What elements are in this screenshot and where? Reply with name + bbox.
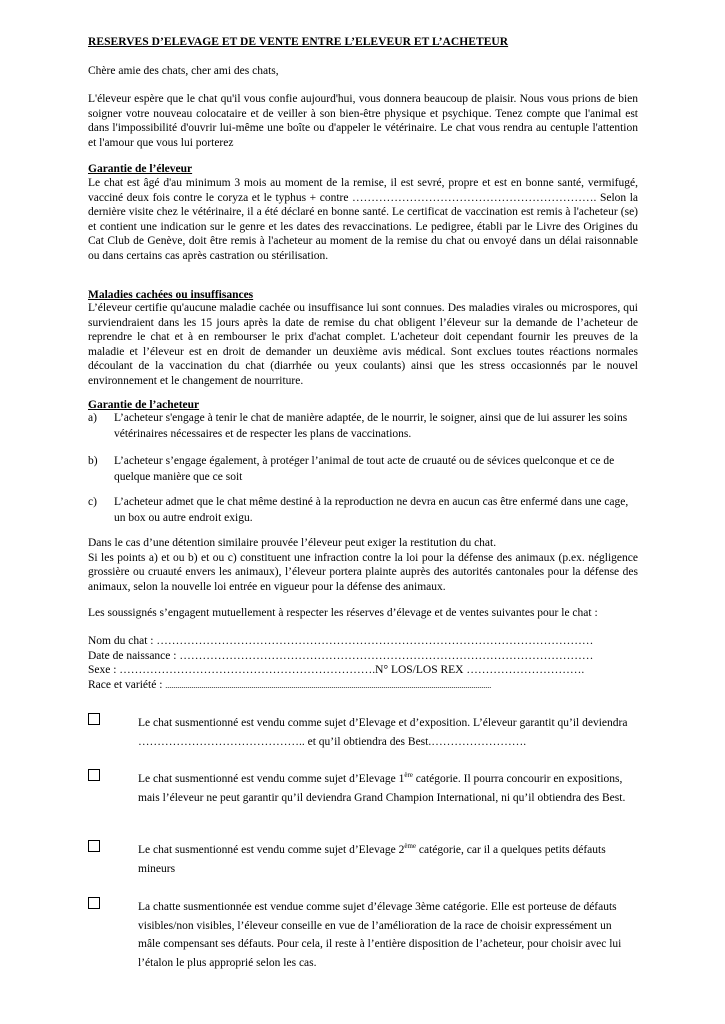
choice-text: Le chat susmentionné est vendu comme sujet d’Elevage 2ème catégorie, car il a quelques petits défauts mineurs	[138, 842, 606, 875]
buyer-item-b	[88, 454, 640, 485]
breeder-guarantee-heading: Garantie de l’éleveur	[88, 163, 193, 175]
buyer-item-c	[88, 495, 640, 526]
buyer-item-a	[88, 411, 640, 442]
birth-date-line: Date de naissance : ………………………………………………………………………………………………	[88, 649, 594, 662]
item-label: b)	[88, 455, 98, 467]
checkbox[interactable]	[88, 840, 100, 852]
greeting: Chère amie des chats, cher ami des chats,	[88, 65, 279, 77]
item-label: a)	[88, 412, 97, 424]
buyer-guarantee-heading: Garantie de l’acheteur	[88, 399, 200, 411]
sex-los-line: Sexe : ………………………………………………………….N° LOS/LOS REX ………………………….	[88, 664, 585, 677]
item-text: L’acheteur admet que le chat même destiné à la reproduction ne devra en aucun cas être enfermé dans une cage, un box ou autre endroit exigu.	[114, 496, 629, 524]
hidden-diseases-text: L’éleveur certifie qu'aucune maladie cachée ou insuffisance lui sont connues. Des maladies virales ou microspores, qui surviendraient dans les 15 jours après la date de remise du chat obligent l’éleveur sur la demande de l’acheteur de reprendre le chat et à en rembourser le prix d'achat complet. L'acheteur doit cependant fournir les preuves de la maladie et l’éleveur est en droit de demander un deuxième avis médical. Sont exclues toutes réactions normales découlant de la vaccination du chat (diarrhée ou yeux coulants) ainsi que les stress occasionnés par le nouvel environnement et le changement de nourriture.	[88, 302, 638, 387]
checkbox[interactable]	[88, 897, 100, 909]
choice-text: Le chat susmentionné est vendu comme sujet d’Elevage 1ère catégorie. Il pourra concourir en expositions, mais l’éleveur ne peut garantir qu’il deviendra Grand Champion International, ni qu’il obtiendra des Best.	[138, 771, 626, 804]
choice-text: Le chat susmentionné est vendu comme sujet d’Elevage et d’exposition. L’éleveur garantit qu’il deviendra …………………………………….. et qu’il obtiendra des Best.…………………….	[138, 717, 628, 748]
choice-category-1[interactable]	[88, 770, 640, 807]
breed-dots: ...................................................................................................................................................................	[165, 680, 492, 690]
choice-category-3[interactable]	[88, 898, 640, 972]
checkbox[interactable]	[88, 769, 100, 781]
checkbox[interactable]	[88, 713, 100, 725]
choice-category-2[interactable]	[88, 841, 640, 878]
cat-details-form	[88, 634, 638, 693]
detention-paragraph: Dans le cas d’une détention similaire prouvée l’éleveur peut exiger la restitution du chat. Si les points a) et ou b) et ou c) constituent une infraction contre la loi pour la défense des animaux (p.ex. négligence grossière ou cruauté envers les animaux), l’éleveur portera plainte auprès des autorités cantonales pour la défense des animaux, selon la nouvelle loi entrée en vigueur pour la défense des animaux.	[88, 537, 638, 593]
breed-label: Race et variété :	[88, 678, 166, 691]
item-text: L’acheteur s'engage à tenir le chat de manière adaptée, de le nourrir, le soigner, ainsi que de lui assurer les soins vétérinaires nécessaires et de respecter les plans de vaccinations.	[114, 412, 628, 440]
choice-text: La chatte susmentionnée est vendue comme sujet d’élevage 3ème catégorie. Elle est porteuse de défauts visibles/non visibles, l’éleveur conseille en vue de l’amélioration de la race de choisir expressément un mâle compensant ses défauts. Pour cela, il reste à l’entière disposition de l’acheteur, pour choisir avec lui l’étalon le plus approprié selon les cas.	[138, 901, 622, 969]
item-text: L’acheteur s’engage également, à protéger l’animal de tout acte de cruauté ou de sévices quelconque et ce de quelque manière que ce soit	[114, 455, 615, 483]
breed-line	[88, 678, 638, 694]
item-label: c)	[88, 496, 97, 508]
hidden-diseases-heading: Maladies cachées ou insuffisances	[88, 289, 254, 301]
choice-exposition[interactable]	[88, 714, 640, 751]
cat-name-line: Nom du chat : ……………………………………………………………………………………………………	[88, 635, 594, 647]
breeder-guarantee-text: Le chat est âgé d'au minimum 3 mois au moment de la remise, il est sevré, propre et est en bonne santé, vermifugé, vacciné deux fois contre le coryza et le typhus + contre ………………………………………………………. Selon la dernière visite chez le vétérinaire, il a été déclaré en bonne santé. Le certificat de vaccination est remis à l'acheteur (se) et contient une indication sur le genre et les dates des revaccinations. Le pedigree, établi par le Livre des Origines du Cat Club de Genève, doit être remis à l'acheteur au moment de la remise du chat ou envoyé dans un délai raisonnable ou dans certains cas après castration ou stérilisation.	[88, 177, 638, 262]
intro-paragraph: L'éleveur espère que le chat qu'il vous confie aujourd'hui, vous donnera beaucoup de plaisir. Nous vous prions de bien soigner votre nouveau colocataire et de veiller à son bien-être physique et psychique. Tenez compte que l'animal est dans l'impossibilité d'ouvrir lui-même une boîte ou d'appeler le vétérinaire. Le chat vous rendra au centuple l'attention et l'amour que vous lui porterez	[88, 93, 638, 149]
engagement-sentence: Les soussignés s’engagent mutuellement à respecter les réserves d’élevage et de ventes suivantes pour le chat :	[88, 607, 598, 619]
document-title: RESERVES D’ELEVAGE ET DE VENTE ENTRE L’ELEVEUR ET L’ACHETEUR	[88, 36, 509, 48]
